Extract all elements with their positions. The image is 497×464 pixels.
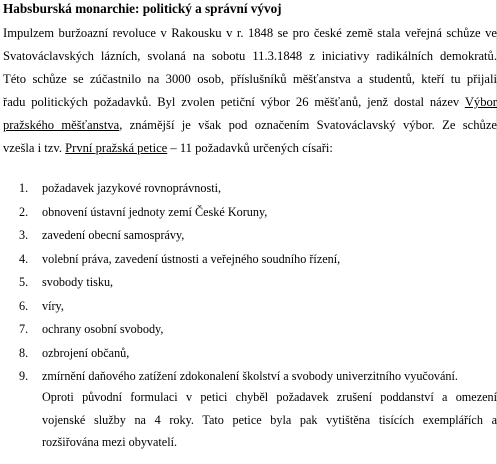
intro-line-6-text: vzešla i tzv. [3, 141, 66, 155]
list-number: 8. [19, 345, 29, 360]
list-number: 5. [19, 275, 29, 289]
list-item [0, 342, 497, 366]
list-item [0, 295, 497, 319]
list-continuation-line-2: vojenské služby na 4 roky. Tato petice byla pak vytištěna tisících exemplářích a [42, 413, 497, 427]
list-item [0, 224, 497, 248]
demands-list [0, 177, 497, 389]
list-number: 6. [19, 298, 29, 313]
intro-line-6 [3, 137, 497, 160]
list-item [0, 271, 497, 295]
list-text: volební práva, zavedení ústnosti a veřejného soudního řízení, [42, 251, 341, 266]
list-continuation-line-1: Oproti původní formulaci v petici chyběl požadavek zrušení poddanství a omezení [42, 390, 497, 404]
list-text: zmírnění daňového zatížení zdokonalení školství a svobody univerzitního vyučování. [42, 369, 458, 383]
list-text: obnovení ústavní jednoty zemí České Koruny, [42, 204, 268, 219]
intro-line-4 [3, 91, 497, 114]
intro-line-3: Této schůze se zúčastnilo na 3000 osob, příslušníků měšťanstva a studentů, kteří tu přijali [3, 72, 497, 86]
list-number: 1. [19, 181, 29, 195]
list-text: víry, [42, 298, 64, 313]
intro-line-4-text: řadu politických požadavků. Byl zvolen petiční výbor 26 měšťanů, jenž dostal název [3, 95, 465, 109]
intro-line-5 [3, 114, 497, 137]
list-item [0, 201, 497, 225]
list-text: ochrany osobní svobody, [42, 322, 164, 336]
list-text: svobody tisku, [42, 275, 114, 289]
list-number: 2. [19, 204, 29, 219]
list-text: zavedení obecní samosprávy, [42, 228, 185, 242]
document-heading: Habsburská monarchie: politický a správní vývoj [3, 1, 282, 16]
intro-paragraph [3, 22, 497, 160]
list-number: 3. [19, 228, 29, 242]
intro-line-2: Svatováclavských lázních, svolaná na sobotu 11.3.1848 z iniciativy radikálních demokratů. [3, 49, 497, 63]
list-item [0, 177, 497, 201]
list-text: požadavek jazykové rovnoprávnosti, [42, 181, 222, 195]
petice-link[interactable]: První pražská petice [65, 141, 168, 155]
list-continuation-line-3: rozšiřována mezi obyvatelí. [42, 435, 178, 449]
list-number: 9. [19, 369, 29, 383]
list-item [0, 318, 497, 342]
list-number: 4. [19, 251, 29, 266]
intro-line-1: Impulzem buržoazní revoluce v Rakousku v r. 1848 se pro české země stala veřejná schůze ve [3, 26, 497, 40]
intro-line-6-tail: – 11 požadavků určených císaři: [167, 141, 333, 155]
list-item [0, 248, 497, 272]
vybor-link-part1[interactable]: Výbor [464, 95, 497, 109]
list-number: 7. [19, 322, 29, 336]
intro-line-5-text: , známější je však pod označením Svatováclavský výbor. Ze schůze [119, 118, 497, 132]
vybor-link-part2[interactable]: pražského měšťanstva [3, 118, 120, 132]
list-text: ozbrojení občanů, [42, 345, 130, 360]
list-item [0, 365, 497, 389]
